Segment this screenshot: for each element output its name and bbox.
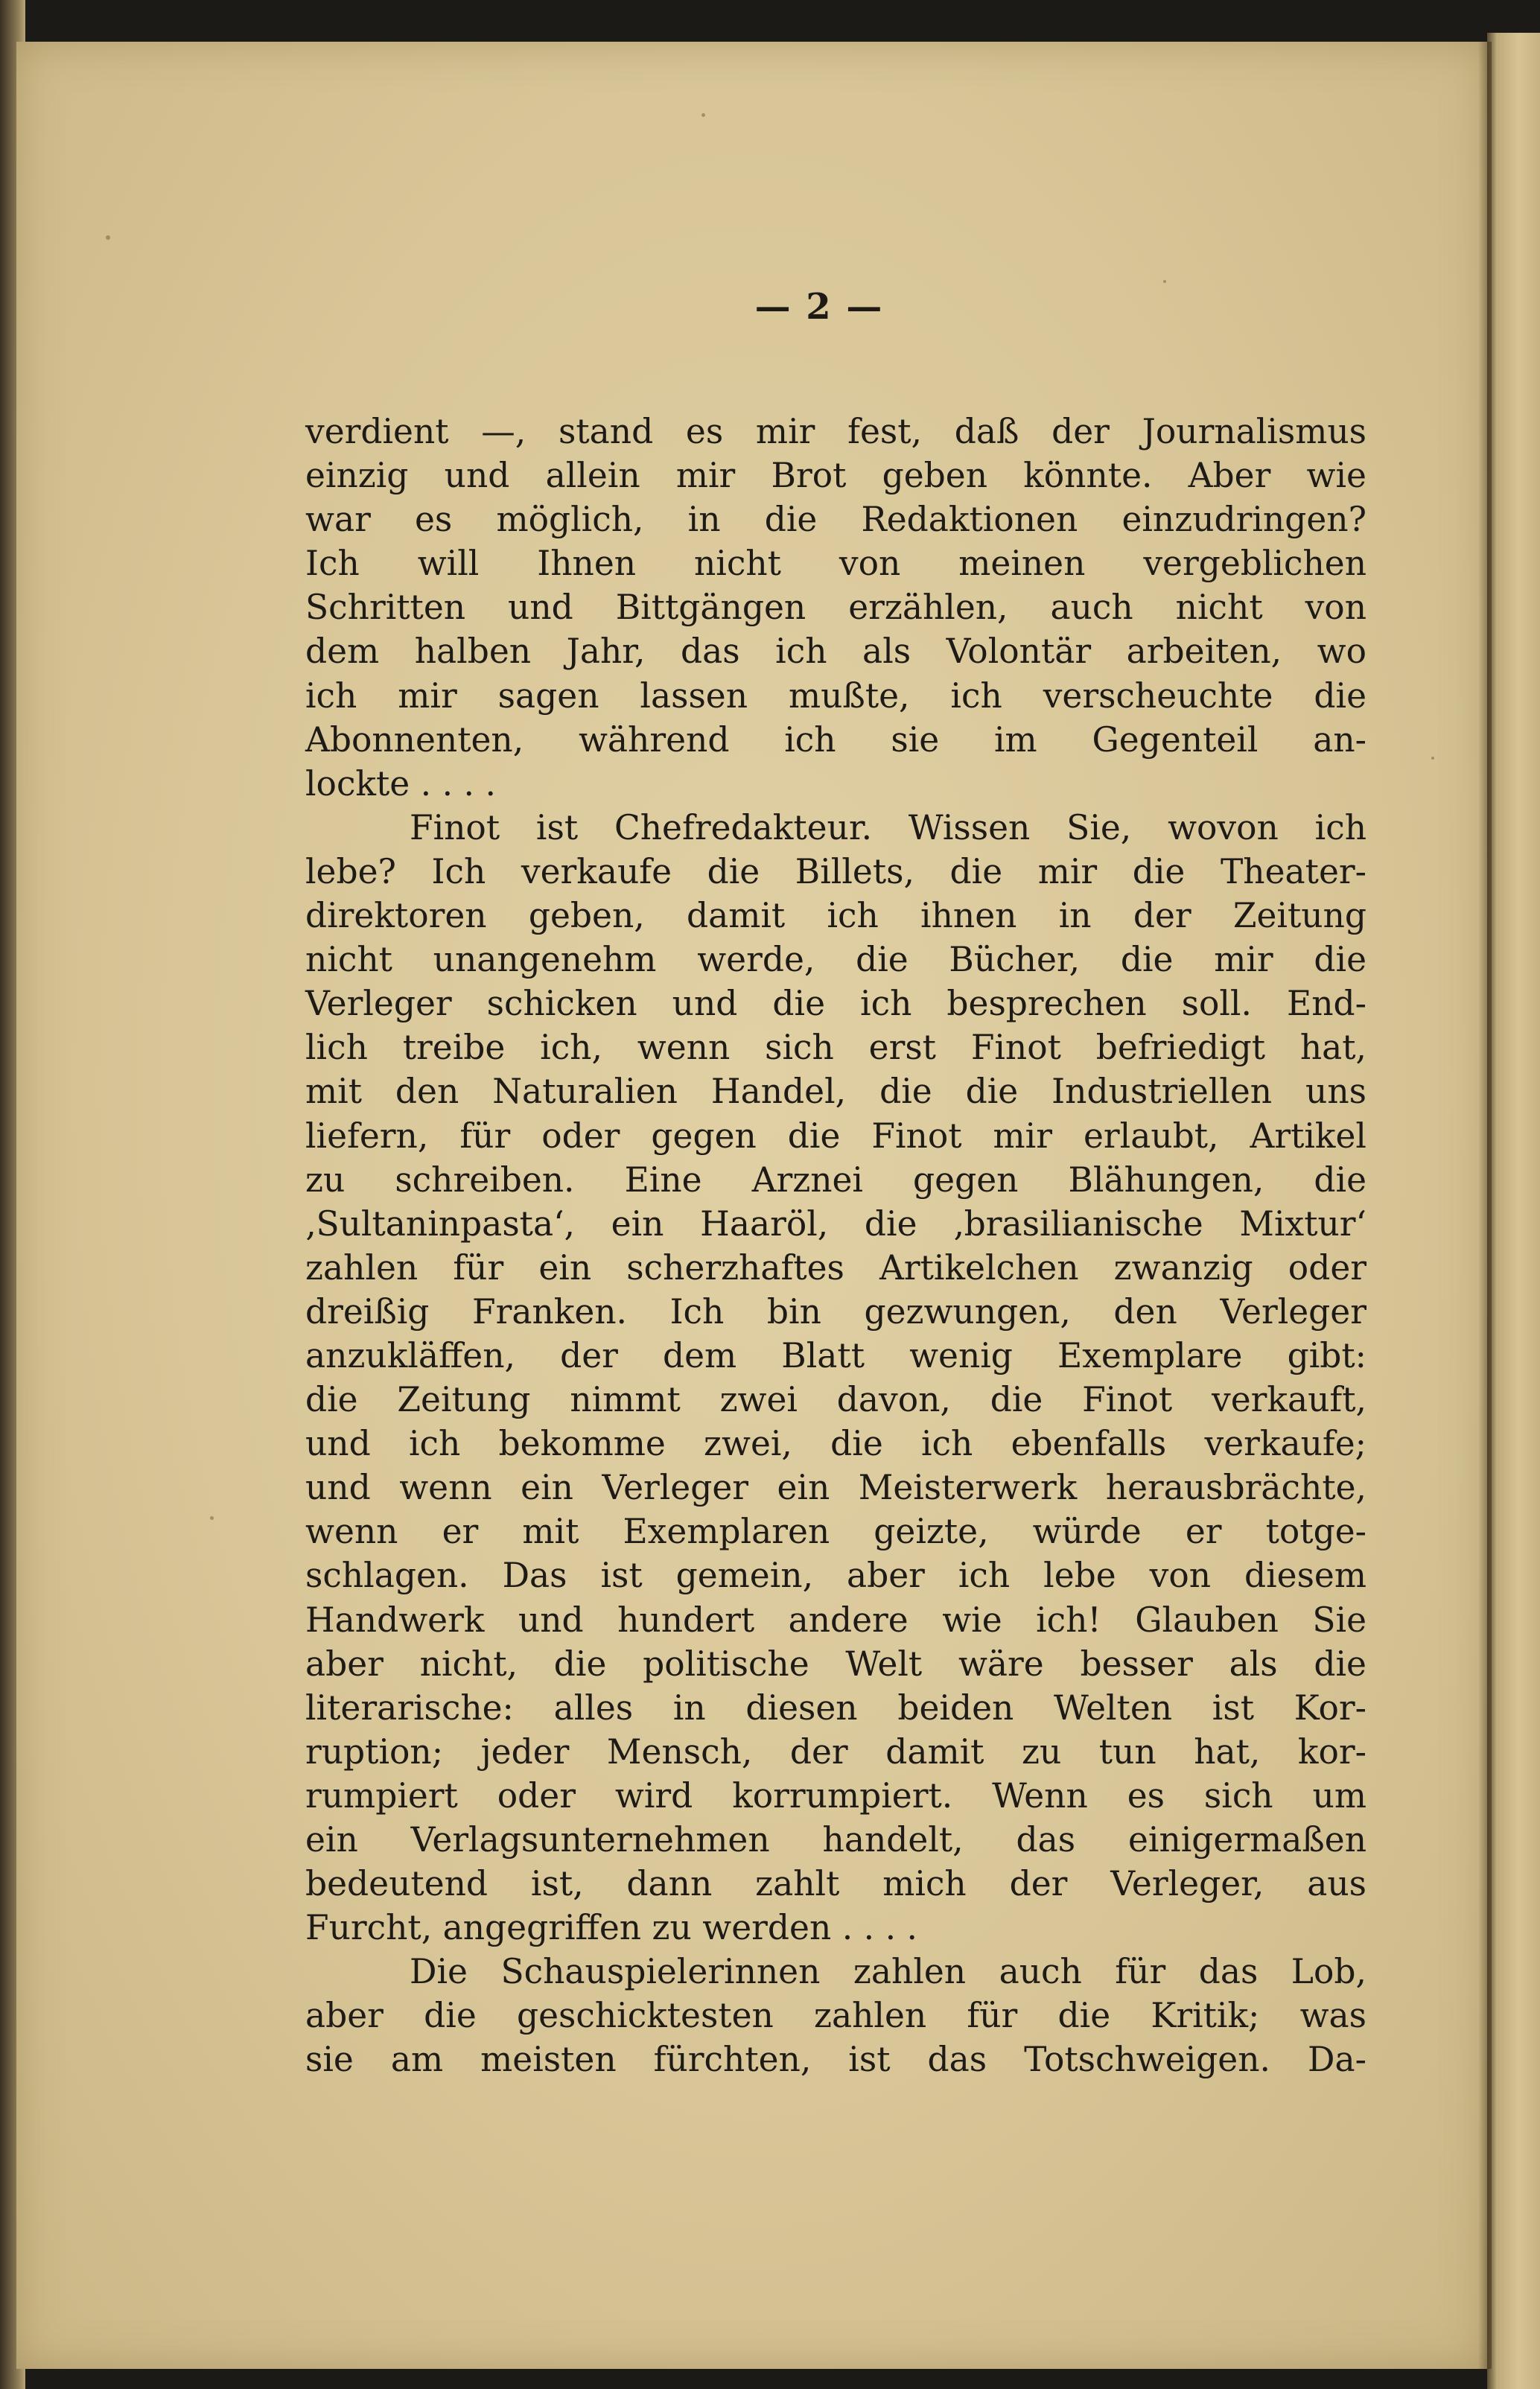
text-line: Die Schauspielerinnen zahlen auch für das Lob,: [410, 1952, 1366, 1992]
text-line: dem halben Jahr, das ich als Volontär arbeiten, wo: [305, 632, 1366, 672]
text-line: zahlen für ein scherzhaftes Artikelchen zwanzig oder: [305, 1247, 1366, 1288]
text-line: war es möglich, in die Redaktionen einzudringen?: [305, 500, 1366, 540]
text-line: Furcht, angegriffen zu werden . . . .: [305, 1908, 917, 1948]
text-line: liefern, für oder gegen die Finot mir erlaubt, Artikel: [305, 1116, 1366, 1156]
text-line: und ich bekomme zwei, die ich ebenfalls verkaufe;: [305, 1424, 1366, 1464]
text-line: Ich will Ihnen nicht von meinen vergeblichen: [305, 544, 1366, 584]
page-body-text: [305, 410, 1366, 2082]
text-line: mit den Naturalien Handel, die die Industriellen uns: [305, 1072, 1366, 1112]
text-line: lockte . . . .: [305, 763, 496, 804]
text-line: anzukläffen, der dem Blatt wenig Exemplare gibt:: [305, 1335, 1366, 1375]
text-line: Handwerk und hundert andere wie ich! Glauben Sie: [305, 1600, 1366, 1640]
text-line: einzig und allein mir Brot geben könnte. Aber wie: [305, 456, 1366, 496]
text-line: verdient —, stand es mir fest, daß der Journalismus: [305, 412, 1366, 451]
text-line: rumpiert oder wird korrumpiert. Wenn es sich um: [305, 1775, 1366, 1816]
text-line: wenn er mit Exemplaren geizte, würde er totge-: [305, 1512, 1366, 1552]
text-line: und wenn ein Verleger ein Meisterwerk herausbrächte,: [305, 1468, 1366, 1508]
facing-page-edge: [1487, 33, 1540, 2389]
text-line: ruption; jeder Mensch, der damit zu tun hat, kor-: [305, 1731, 1366, 1772]
text-line: literarische: alles in diesen beiden Welten ist Kor-: [305, 1687, 1366, 1728]
text-line: bedeutend ist, dann zahlt mich der Verleger, aus: [305, 1864, 1366, 1904]
text-line: Finot ist Chefredakteur. Wissen Sie, wovon ich: [410, 807, 1366, 847]
text-line: die Zeitung nimmt zwei davon, die Finot verkauft,: [305, 1380, 1366, 1420]
text-line: direktoren geben, damit ich ihnen in der Zeitung: [305, 896, 1366, 936]
text-line: lebe? Ich verkaufe die Billets, die mir die Theater-: [305, 851, 1366, 891]
text-line: dreißig Franken. Ich bin gezwungen, den Verleger: [305, 1291, 1366, 1332]
text-line: ein Verlagsunternehmen handelt, das einigermaßen: [305, 1820, 1366, 1860]
page-gutter-shadow: [1478, 42, 1492, 2369]
text-line: lich treibe ich, wenn sich erst Finot befriedigt hat,: [305, 1028, 1366, 1068]
text-line: aber nicht, die politische Welt wäre besser als die: [305, 1644, 1366, 1684]
text-line: zu schreiben. Eine Arznei gegen Blähungen, die: [305, 1159, 1366, 1200]
text-line: ‚Sultaninpasta‘, ein Haaröl, die ‚brasilianische Mixtur‘: [305, 1203, 1366, 1244]
text-line: nicht unangenehm werde, die Bücher, die mir die: [305, 940, 1366, 980]
text-line: Verleger schicken und die ich besprechen soll. End-: [305, 984, 1366, 1024]
text-line: Schritten und Bittgängen erzählen, auch nicht von: [305, 588, 1366, 628]
text-line: ich mir sagen lassen mußte, ich verscheuchte die: [305, 675, 1366, 716]
text-line: aber die geschicktesten zahlen für die Kritik; was: [305, 1996, 1366, 2036]
text-line: schlagen. Das ist gemein, aber ich lebe von diesem: [305, 1556, 1366, 1596]
text-line: sie am meisten fürchten, ist das Totschweigen. Da-: [305, 2040, 1366, 2080]
text-line: Abonnenten, während ich sie im Gegenteil an-: [305, 719, 1366, 760]
page-number: — 2 —: [754, 286, 884, 328]
